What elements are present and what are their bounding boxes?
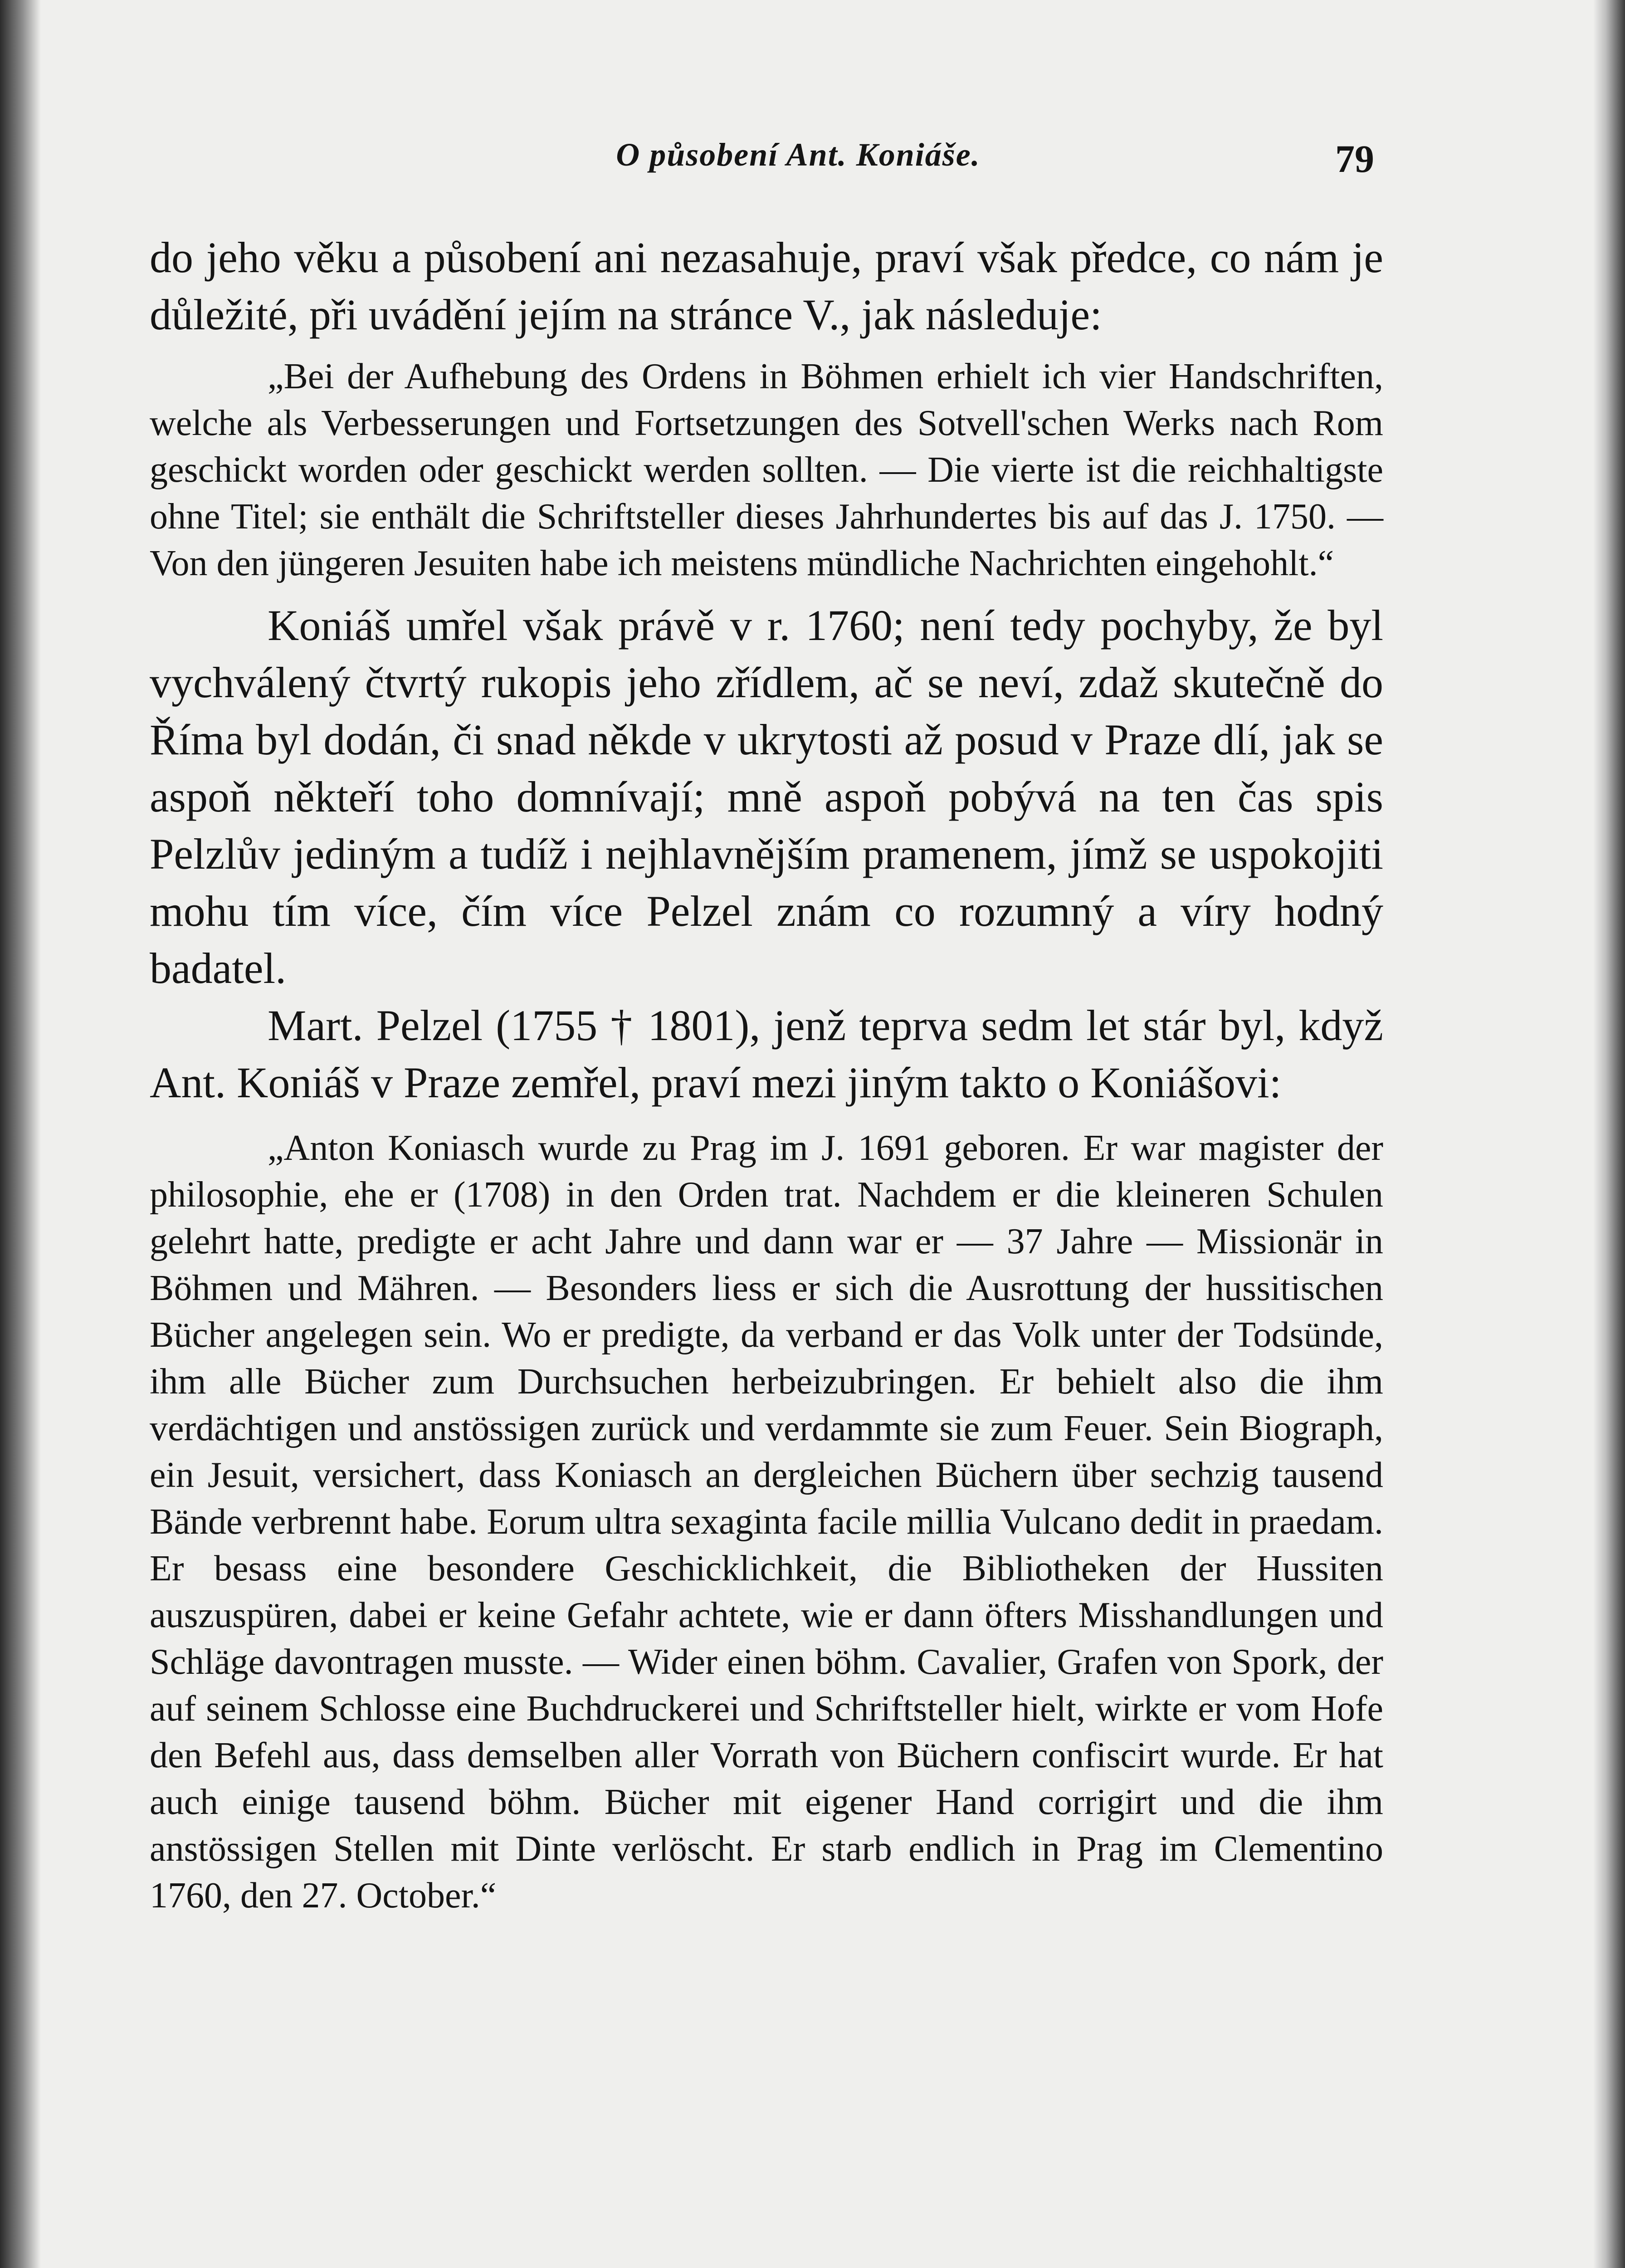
quote-sotvell: „Bei der Aufhebung des Ordens in Böhmen erhielt ich vier Handschriften, welche als Verbesserungen und Fortsetzungen des Sotvell'schen Werks nach Rom geschickt worden oder geschickt werden sollten. — Die vierte ist die reichhaltigste ohne Titel; sie enthält die Schriftsteller dieses Jahrhundertes bis auf das J. 1750. — Von den jüngeren Jesuiten habe ich meistens mündliche Nachrichten eingehohlt.“ (150, 357, 1383, 583)
paragraph-pelzel: Mart. Pelzel (1755 † 1801), jenž teprva sedm let stár byl, když Ant. Koniáš v Praze zemřel, praví mezi jiným takto o Koniášovi: (150, 1001, 1383, 1107)
page-edge-shadow (1593, 0, 1625, 2268)
page-number: 79 (1335, 137, 1374, 181)
quote-pelzel: „Anton Koniasch wurde zu Prag im J. 1691 geboren. Er war magister der philosophie, ehe er (1708) in den Orden trat. Nachdem er die kleineren Schulen gelehrt hatte, predigte er acht Jahre und dann war er — 37 Jahre — Missionär in Böhmen und Mähren. — Besonders liess er sich die Ausrottung der hussitischen Bücher angelegen sein. Wo er predigte, da verband er das Volk unter der Todsünde, ihm alle Bücher zum Durchsuchen herbeizubringen. Er behielt also die ihm verdächtigen und anstössigen zurück und verdammte sie zum Feuer. Sein Biograph, ein Jesuit, versichert, dass Koniasch an dergleichen Büchern über sechzig tausend Bände verbrennt habe. Eorum ultra sexaginta facile millia Vulcano dedit in praedam. Er besass eine besondere Geschicklichkeit, die Bibliotheken der Hussiten auszuspüren, dabei er keine Gefahr achtete, wie er dann öfters Misshandlungen und Schläge davontragen musste. — Wider einen böhm. Cavalier, Grafen von Spork, der auf seinem Schlosse eine Buchdruckerei und Schriftsteller hielt, wirkte er vom Hofe den Befehl aus, dass demselben aller Vorrath von Büchern confiscirt wurde. Er hat auch einige tausend böhm. Bücher mit eigener Hand corrigirt und die ihm anstössigen Stellen mit Dinte verlöscht. Er starb endlich in Prag im Clementino 1760, den 27. October.“ (150, 1128, 1383, 1916)
page-header (150, 136, 1374, 191)
body-text (150, 229, 1383, 1919)
paragraph-continuation: do jeho věku a působení ani nezasahuje, praví však předce, co nám je důležité, při uvádění jejím na stránce V., jak následuje: (150, 233, 1383, 339)
page-gutter-shadow (0, 0, 41, 2268)
paragraph-koniash-death: Koniáš umřel však právě v r. 1760; není tedy pochyby, že byl vychválený čtvrtý rukopis jeho zřídlem, ač se neví, zdaž skutečně do Říma byl dodán, či snad někde v ukrytosti až posud v Praze dlí, jak se aspoň někteří toho domnívají; mně aspoň pobývá na ten čas spis Pelzlův jediným a tudíž i nejhlavnějším pramenem, jímž se uspokojiti mohu tím více, čím více Pelzel znám co rozumný a víry hodný badatel. (150, 601, 1383, 992)
running-title: O působení Ant. Koniáše. (616, 137, 981, 173)
